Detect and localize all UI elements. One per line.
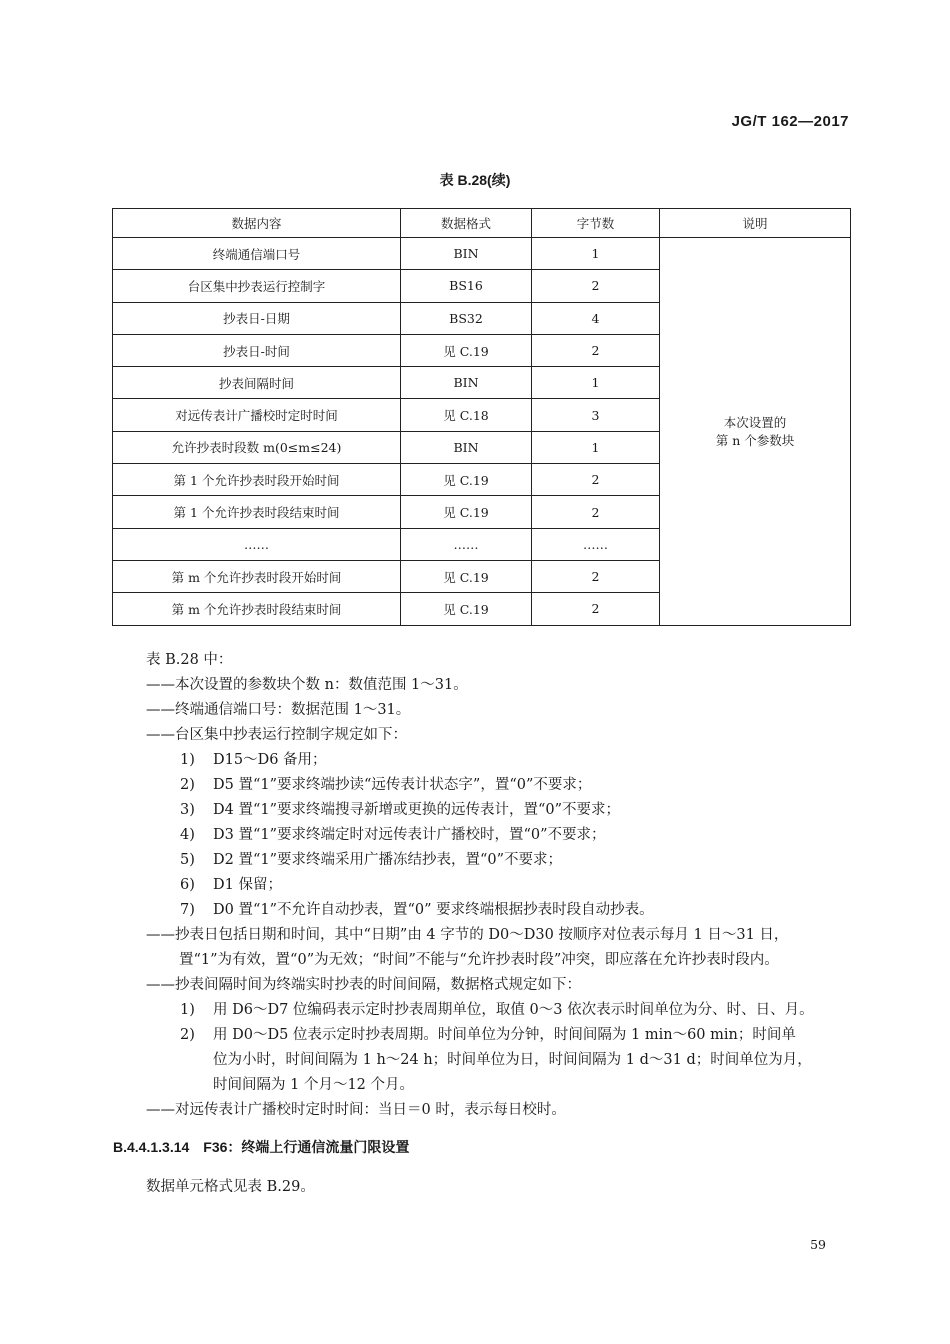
- table-row: [113, 238, 851, 270]
- dash-line: ——对远传表计广播校时定时时间：当日＝0 时，表示每日校时。: [146, 1102, 566, 1118]
- item-number: 5): [180, 852, 195, 868]
- cell: ……: [113, 528, 401, 560]
- cell: BIN: [401, 367, 532, 399]
- note-line: 第 n 个参数块: [715, 433, 795, 449]
- cell: 4: [532, 302, 660, 334]
- item-text: D15～D6 备用；: [213, 752, 327, 768]
- cell: 抄表间隔时间: [113, 367, 401, 399]
- item-text: D1 保留；: [213, 877, 282, 893]
- cell: 见 C.18: [401, 399, 532, 431]
- item-number: 1): [180, 752, 195, 768]
- cell: 第 m 个允许抄表时段结束时间: [113, 593, 401, 625]
- continuation-line: 位为小时，时间间隔为 1 h～24 h；时间单位为日，时间间隔为 1 d～31 d；时间单位为月，: [213, 1052, 812, 1068]
- list-item: [146, 773, 854, 798]
- cell: 见 C.19: [401, 334, 532, 366]
- cell: 1: [532, 431, 660, 463]
- item-number: 2): [180, 1027, 195, 1043]
- item-number: 2): [180, 777, 195, 793]
- cell: 2: [532, 270, 660, 302]
- data-table: [112, 208, 851, 626]
- body-text: [146, 648, 854, 1123]
- cell: 第 m 个允许抄表时段开始时间: [113, 560, 401, 592]
- col-header: 说明: [660, 209, 851, 238]
- cell: 2: [532, 496, 660, 528]
- cell: 终端通信端口号: [113, 238, 401, 270]
- cell: ……: [401, 528, 532, 560]
- list-item: [146, 748, 854, 773]
- cell: 2: [532, 464, 660, 496]
- item-number: 1): [180, 1002, 195, 1018]
- col-header: 字节数: [532, 209, 660, 238]
- list-item: [146, 873, 854, 898]
- item-number: 4): [180, 827, 195, 843]
- cell: BIN: [401, 431, 532, 463]
- cell: 1: [532, 238, 660, 270]
- item-text: D2 置“1”要求终端采用广播冻结抄表，置“0”不要求；: [213, 852, 563, 868]
- cell: 见 C.19: [401, 560, 532, 592]
- cell: 第 1 个允许抄表时段开始时间: [113, 464, 401, 496]
- col-header: 数据内容: [113, 209, 401, 238]
- cell: 台区集中抄表运行控制字: [113, 270, 401, 302]
- cell: BS32: [401, 302, 532, 334]
- cell: 抄表日-日期: [113, 302, 401, 334]
- cell: 1: [532, 367, 660, 399]
- list-item: [146, 898, 854, 923]
- list-item: [146, 848, 854, 873]
- cell: 见 C.19: [401, 593, 532, 625]
- list-item: [146, 1023, 854, 1048]
- table-header-row: [113, 209, 851, 238]
- section-title: F36：终端上行通信流量门限设置: [203, 1139, 410, 1155]
- item-text: D4 置“1”要求终端搜寻新增或更换的远传表计，置“0”不要求；: [213, 802, 621, 818]
- item-text: D5 置“1”要求终端抄读“远传表计状态字”，置“0”不要求；: [213, 777, 592, 793]
- item-number: 6): [180, 877, 195, 893]
- dash-line: ——本次设置的参数块个数 n：数值范围 1～31。: [146, 677, 468, 693]
- standard-code: JG/T 162—2017: [731, 113, 849, 130]
- continuation-line: 时间间隔为 1 个月～12 个月。: [213, 1077, 415, 1093]
- cell: 对远传表计广播校时定时时间: [113, 399, 401, 431]
- col-header: 数据格式: [401, 209, 532, 238]
- dash-line: ——台区集中抄表运行控制字规定如下：: [146, 727, 407, 743]
- item-number: 3): [180, 802, 195, 818]
- item-text: 用 D0～D5 位表示定时抄表周期。时间单位为分钟，时间间隔为 1 min～60 min；时间单: [213, 1027, 796, 1043]
- note-cell: [660, 238, 851, 626]
- list-item: [146, 998, 854, 1023]
- cell: BIN: [401, 238, 532, 270]
- dash-line: ——终端通信端口号：数据范围 1～31。: [146, 702, 411, 718]
- dash-line: ——抄表日包括日期和时间，其中“日期”由 4 字节的 D0～D30 按顺序对位表示每月 1 日～31 日，: [146, 927, 789, 943]
- section-heading: [113, 1137, 409, 1157]
- cell: 见 C.19: [401, 464, 532, 496]
- cell: 2: [532, 593, 660, 625]
- list-item: [146, 823, 854, 848]
- item-text: D3 置“1”要求终端定时对远传表计广播校时，置“0”不要求；: [213, 827, 606, 843]
- page-number: 59: [810, 1237, 826, 1252]
- item-text: 用 D6～D7 位编码表示定时抄表周期单位，取值 0～3 依次表示时间单位为分、时、日、月。: [213, 1002, 814, 1018]
- dash-line: ——抄表间隔时间为终端实时抄表的时间间隔，数据格式规定如下：: [146, 977, 581, 993]
- cell: 见 C.19: [401, 496, 532, 528]
- intro-line: 表 B.28 中：: [146, 652, 233, 668]
- section-number: B.4.4.1.3.14: [113, 1139, 190, 1155]
- note-line: 本次设置的: [723, 415, 787, 431]
- continuation-line: 置“1”为有效，置“0”为无效；“时间”不能与“允许抄表时段”冲突，即应落在允许抄表时段内。: [179, 952, 779, 968]
- item-text: D0 置“1”不允许自动抄表，置“0” 要求终端根据抄表时段自动抄表。: [213, 902, 654, 918]
- paragraph: 数据单元格式见表 B.29。: [146, 1179, 315, 1195]
- cell: ……: [532, 528, 660, 560]
- table-caption: 表 B.28(续): [439, 172, 511, 188]
- cell: 第 1 个允许抄表时段结束时间: [113, 496, 401, 528]
- cell: 3: [532, 399, 660, 431]
- cell: 允许抄表时段数 m(0≤m≤24): [113, 431, 401, 463]
- cell: BS16: [401, 270, 532, 302]
- cell: 抄表日-时间: [113, 334, 401, 366]
- cell: 2: [532, 334, 660, 366]
- cell: 2: [532, 560, 660, 592]
- item-number: 7): [180, 902, 195, 918]
- list-item: [146, 798, 854, 823]
